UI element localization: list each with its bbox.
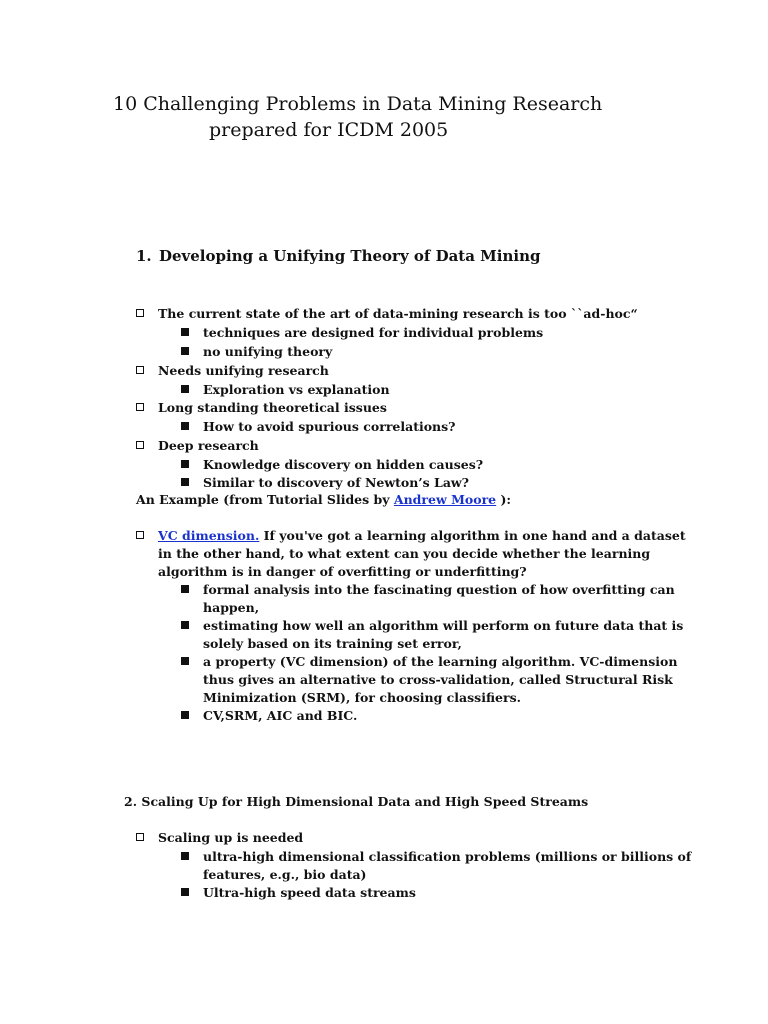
filled-square-bullet-icon	[181, 657, 189, 665]
filled-square-bullet-icon	[181, 711, 189, 719]
filled-square-bullet-icon	[181, 478, 189, 486]
section-2-heading	[124, 793, 588, 811]
list-item-continuation: algorithm is in danger of overfitting or underfitting?	[158, 564, 527, 579]
filled-square-bullet-icon	[181, 347, 189, 355]
document-title-line-1: 10 Challenging Problems in Data Mining Research	[113, 93, 603, 115]
section-1-title: Developing a Unifying Theory of Data Mining	[159, 247, 541, 265]
hollow-square-bullet-icon	[136, 366, 144, 374]
filled-square-bullet-icon	[181, 888, 189, 896]
vc-dimension-link[interactable]: VC dimension.	[158, 528, 260, 543]
hollow-square-bullet-icon	[136, 441, 144, 449]
list-item-continuation: happen,	[203, 600, 260, 615]
document-title-line-2: prepared for ICDM 2005	[209, 119, 449, 141]
section-2-title: Scaling Up for High Dimensional Data and High Speed Streams	[141, 794, 589, 809]
hollow-square-bullet-icon	[136, 309, 144, 317]
document-page: 10 Challenging Problems in Data Mining Research prepared for ICDM 2005 1. Developing a Unifying Theory of Data Mining The current state of the art of data-mining research is too ``ad-hoc“ techniques are designed for individual problems no unifying theory Needs unifying research Exploration vs explanation Long standing theoretical issues How to avoid spurious correlations? Deep research Knowledge discovery on hidden causes? Similar to discovery of Newton’s Law? An Example (from Tutorial Slides by Andrew Moore ): VC dimension. If you've got a learning algorithm in one hand and a dataset in the other hand, to what extent can you decide whether the learning algorithm is in danger of overfitting or underfitting? formal analysis into the fascinating question of how overfitting can happen, estimating how well an algorithm will perform on future data that is solely based on its training set error, a property (VC dimension) of the learning algorithm. VC-dimension thus gives an alternative to cross-validation, called Structural Risk Minimization (SRM), for choosing classifiers. CV,SRM, AIC and BIC. 2. Scaling Up for High Dimensional Data and High Speed Streams Scaling up is needed ultra-high dimensional classification problems (millions or billions of features, e.g., bio data) Ultra-high speed data streams	[113, 93, 692, 900]
filled-square-bullet-icon	[181, 621, 189, 629]
hollow-square-bullet-icon	[136, 403, 144, 411]
filled-square-bullet-icon	[181, 460, 189, 468]
andrew-moore-link[interactable]: Andrew Moore	[393, 492, 497, 507]
section-2-number: 2.	[124, 794, 138, 809]
list-item-continuation: solely based on its training set error,	[203, 636, 462, 651]
hollow-square-bullet-icon	[136, 531, 144, 539]
filled-square-bullet-icon	[181, 385, 189, 393]
filled-square-bullet-icon	[181, 422, 189, 430]
list-item-continuation: Minimization (SRM), for choosing classifiers.	[203, 690, 521, 705]
section-1-heading	[136, 246, 540, 266]
list-item-continuation: thus gives an alternative to cross-validation, called Structural Risk	[203, 672, 673, 687]
list-item-continuation: in the other hand, to what extent can you decide whether the learning	[158, 546, 651, 561]
example-line: An Example (from Tutorial Slides by Andrew Moore ):	[136, 492, 512, 507]
filled-square-bullet-icon	[181, 852, 189, 860]
hollow-square-bullet-icon	[136, 833, 144, 841]
list-item-continuation: features, e.g., bio data)	[203, 867, 367, 882]
section-1-number: 1.	[136, 247, 152, 265]
filled-square-bullet-icon	[181, 328, 189, 336]
filled-square-bullet-icon	[181, 585, 189, 593]
